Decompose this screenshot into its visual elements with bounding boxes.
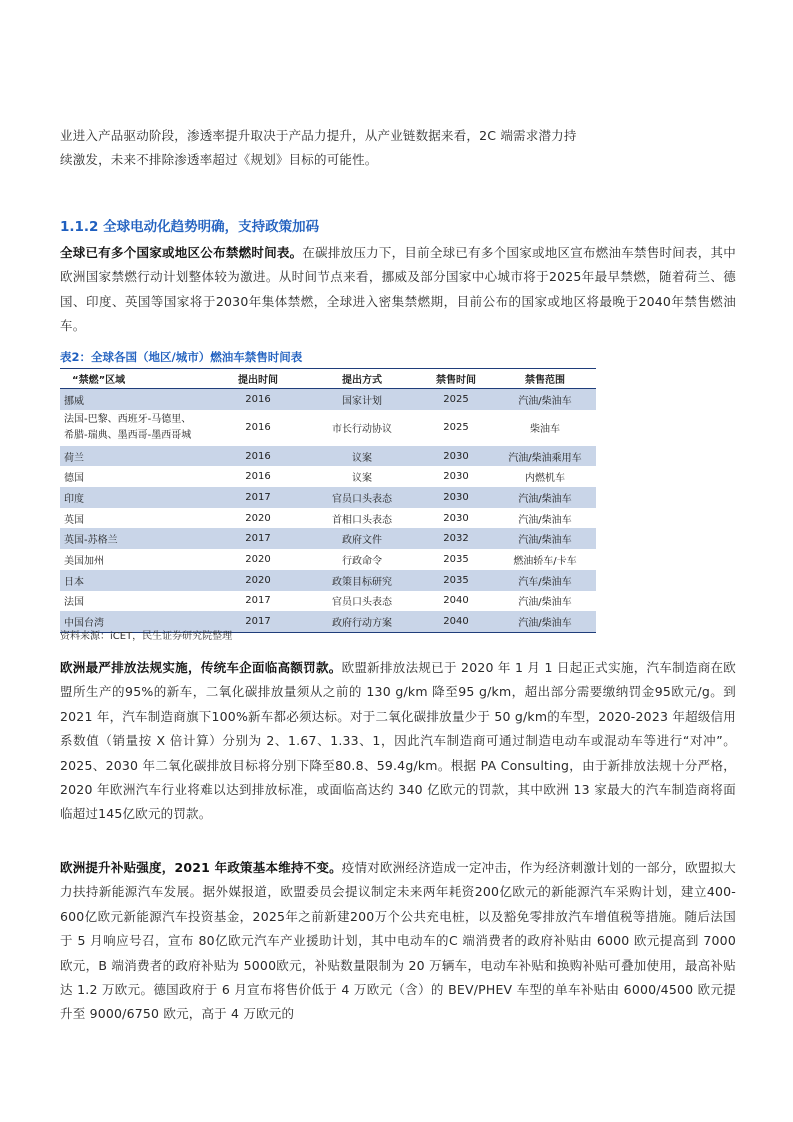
cell-scope: 燃油轿车/卡车 (513, 555, 577, 567)
paragraph-intro (60, 124, 736, 173)
cell-ban-year: 2030 (443, 512, 469, 524)
paragraph-body: 欧盟新排放法规已于 2020 年 1 月 1 日起正式实施，汽车制造商在欧盟所生产的95%的新车，二氧化碳排放量须从之前的 130 g/km 降至95 g/km，超出部分需要缴纳罚金95欧元/g。到 2021 年，汽车制造商旗下100%新车都必须达标。对于二氧化碳排放量少于 50 g/km的车型，2020-2023 年超级信用系数值（销量按 X 倍计算）分别为 2、1.67、1.33、1，因此汽车制造商可通过制造电动车或混动车等进行“对冲”。2025、2030 年二氧化碳排放目标将分别下降至80.8、59.4g/km。根据 PA Consulting，由于新排放法规十分严格，2020 年欧洲汽车行业将难以达到排放标准，或面临高达约 340 亿欧元的罚款，其中欧洲 13 家最大的汽车制造商将面临超过145亿欧元的罚款。 (60, 660, 736, 822)
cell-ban-year: 2030 (418, 487, 494, 508)
paragraph-eu-subsidies (60, 856, 736, 1027)
cell-scope: 汽油/柴油乘用车 (494, 446, 596, 467)
ban-schedule-table (60, 368, 596, 633)
paragraph-line: 业进入产品驱动阶段，渗透率提升取决于产品力提升，从产业链数据来看，2C 端需求潜力持 (60, 128, 577, 143)
cell-ban-year: 2040 (443, 595, 469, 607)
cell-proposed: 2020 (210, 570, 306, 591)
table-row (60, 410, 596, 446)
cell-method: 议案 (306, 446, 418, 467)
header-proposed-year: 提出时间 (210, 369, 306, 389)
table-row (60, 570, 596, 591)
cell-region: 英国 (64, 514, 84, 526)
cell-scope: 汽油/柴油车 (494, 611, 596, 632)
cell-scope: 汽车/柴油车 (494, 570, 596, 591)
table-row (60, 389, 596, 410)
cell-method: 行政命令 (342, 555, 382, 567)
cell-method: 议案 (352, 473, 372, 485)
cell-method: 政策目标研究 (306, 570, 418, 591)
cell-proposed: 2016 (210, 446, 306, 467)
cell-region: 日本 (60, 570, 210, 591)
cell-proposed: 2016 (245, 422, 271, 434)
cell-region: 挪威 (60, 389, 210, 410)
table-title: 表2：全球各国（地区/城市）燃油车禁售时间表 (60, 350, 303, 364)
cell-scope: 汽油/柴油车 (518, 597, 572, 609)
cell-ban-year: 2030 (443, 471, 469, 483)
paragraph-line: 续激发，未来不排除渗透率超过《规划》目标的可能性。 (60, 152, 378, 168)
cell-proposed: 2020 (245, 553, 271, 565)
table-row (60, 446, 596, 467)
cell-scope: 汽油/柴油车 (494, 487, 596, 508)
cell-method: 官员口头表态 (306, 487, 418, 508)
header-method: 提出方式 (306, 369, 418, 389)
header-ban-year: 禁售时间 (418, 369, 494, 389)
table-row (60, 508, 596, 529)
cell-scope: 内燃机车 (525, 473, 565, 485)
cell-method: 政府行动方案 (306, 611, 418, 632)
cell-region-line: 希腊-瑞典、墨西哥-墨西哥城 (64, 429, 192, 441)
cell-ban-year: 2040 (418, 611, 494, 632)
cell-method: 国家计划 (306, 389, 418, 410)
cell-ban-year: 2035 (418, 570, 494, 591)
cell-ban-year: 2025 (418, 389, 494, 410)
cell-scope: 柴油车 (530, 424, 560, 436)
table-row (60, 487, 596, 508)
paragraph-body: 疫情对欧洲经济造成一定冲击，作为经济刺激计划的一部分，欧盟拟大力扶持新能源汽车发展。据外媒报道，欧盟委员会提议制定未来两年耗资200亿欧元的新能源汽车采购计划，建立400-600亿欧元新能源汽车投资基金，2025年之前新建200万个公共充电桩，以及豁免零排放汽车增值税等措施。随后法国于 5 月响应号召，宣布 80亿欧元汽车产业援助计划，其中电动车的C 端消费者的政府补贴由 6000 欧元提高到 7000 欧元，B 端消费者的政府补贴为 5000欧元，补贴数量限制为 20 万辆车，电动车补贴和换购补贴可叠加使用，最高补贴达 1.2 万欧元。德国政府于 6 月宣布将售价低于 4 万欧元（含）的 BEV/PHEV 车型的单车补贴由 6000/4500 欧元提升至 9000/6750 欧元，高于 4 万欧元的 (60, 860, 736, 1022)
header-region: “禁燃”区域 (60, 369, 210, 389)
table-row (60, 466, 596, 487)
cell-method: 政府文件 (306, 528, 418, 549)
table-row (60, 528, 596, 549)
table-row (60, 591, 596, 612)
cell-region: 德国 (64, 473, 84, 485)
table-header-row (60, 369, 596, 389)
cell-region: 中国台湾 (60, 611, 210, 632)
cell-method: 市长行动协议 (332, 424, 392, 436)
cell-proposed: 2017 (210, 487, 306, 508)
cell-proposed: 2017 (245, 595, 271, 607)
table-source-note: 资料来源：iCET，民生证券研究院整理 (60, 631, 233, 642)
cell-ban-year: 2035 (443, 553, 469, 565)
cell-method: 首相口头表态 (332, 514, 392, 526)
paragraph-body: 在碳排放压力下，目前全球已有多个国家或地区宣布燃油车禁售时间表，其中欧洲国家禁燃行动计划整体较为激进。从时间节点来看，挪威及部分国家中心城市将于2025年最早禁燃，随着荷兰、德国、印度、英国等国家将于2030年集体禁燃，全球进入密集禁燃期，目前公布的国家或地区将最晚于2040年禁售燃油车。 (60, 245, 736, 334)
header-scope: 禁售范围 (494, 369, 596, 389)
cell-proposed: 2016 (210, 389, 306, 410)
cell-region: 美国加州 (64, 555, 104, 567)
cell-proposed: 2020 (245, 512, 271, 524)
cell-region (60, 410, 210, 446)
cell-proposed: 2016 (245, 471, 271, 483)
cell-region: 荷兰 (60, 446, 210, 467)
section-heading: 1.1.2 全球电动化趋势明确，支持政策加码 (60, 219, 320, 235)
cell-region: 英国-苏格兰 (60, 528, 210, 549)
table-row (60, 549, 596, 570)
cell-proposed: 2017 (210, 611, 306, 632)
paragraph-ban-timeline (60, 241, 736, 339)
paragraph-lead: 欧洲最严排放法规实施，传统车企面临高额罚款。 (60, 660, 342, 675)
cell-ban-year: 2032 (418, 528, 494, 549)
paragraph-lead: 全球已有多个国家或地区公布禁燃时间表。 (60, 245, 303, 260)
cell-proposed: 2017 (210, 528, 306, 549)
paragraph-lead: 欧洲提升补贴强度，2021 年政策基本维持不变。 (60, 860, 342, 875)
cell-scope: 汽油/柴油车 (494, 528, 596, 549)
cell-scope: 汽油/柴油车 (518, 514, 572, 526)
cell-region: 印度 (60, 487, 210, 508)
cell-scope: 汽油/柴油车 (494, 389, 596, 410)
cell-method: 官员口头表态 (332, 597, 392, 609)
paragraph-eu-emission-rules (60, 656, 736, 827)
cell-ban-year: 2025 (443, 422, 469, 434)
cell-region: 法国 (64, 597, 84, 609)
cell-ban-year: 2030 (418, 446, 494, 467)
cell-region-line: 法国-巴黎、西班牙-马德里、 (64, 413, 192, 425)
